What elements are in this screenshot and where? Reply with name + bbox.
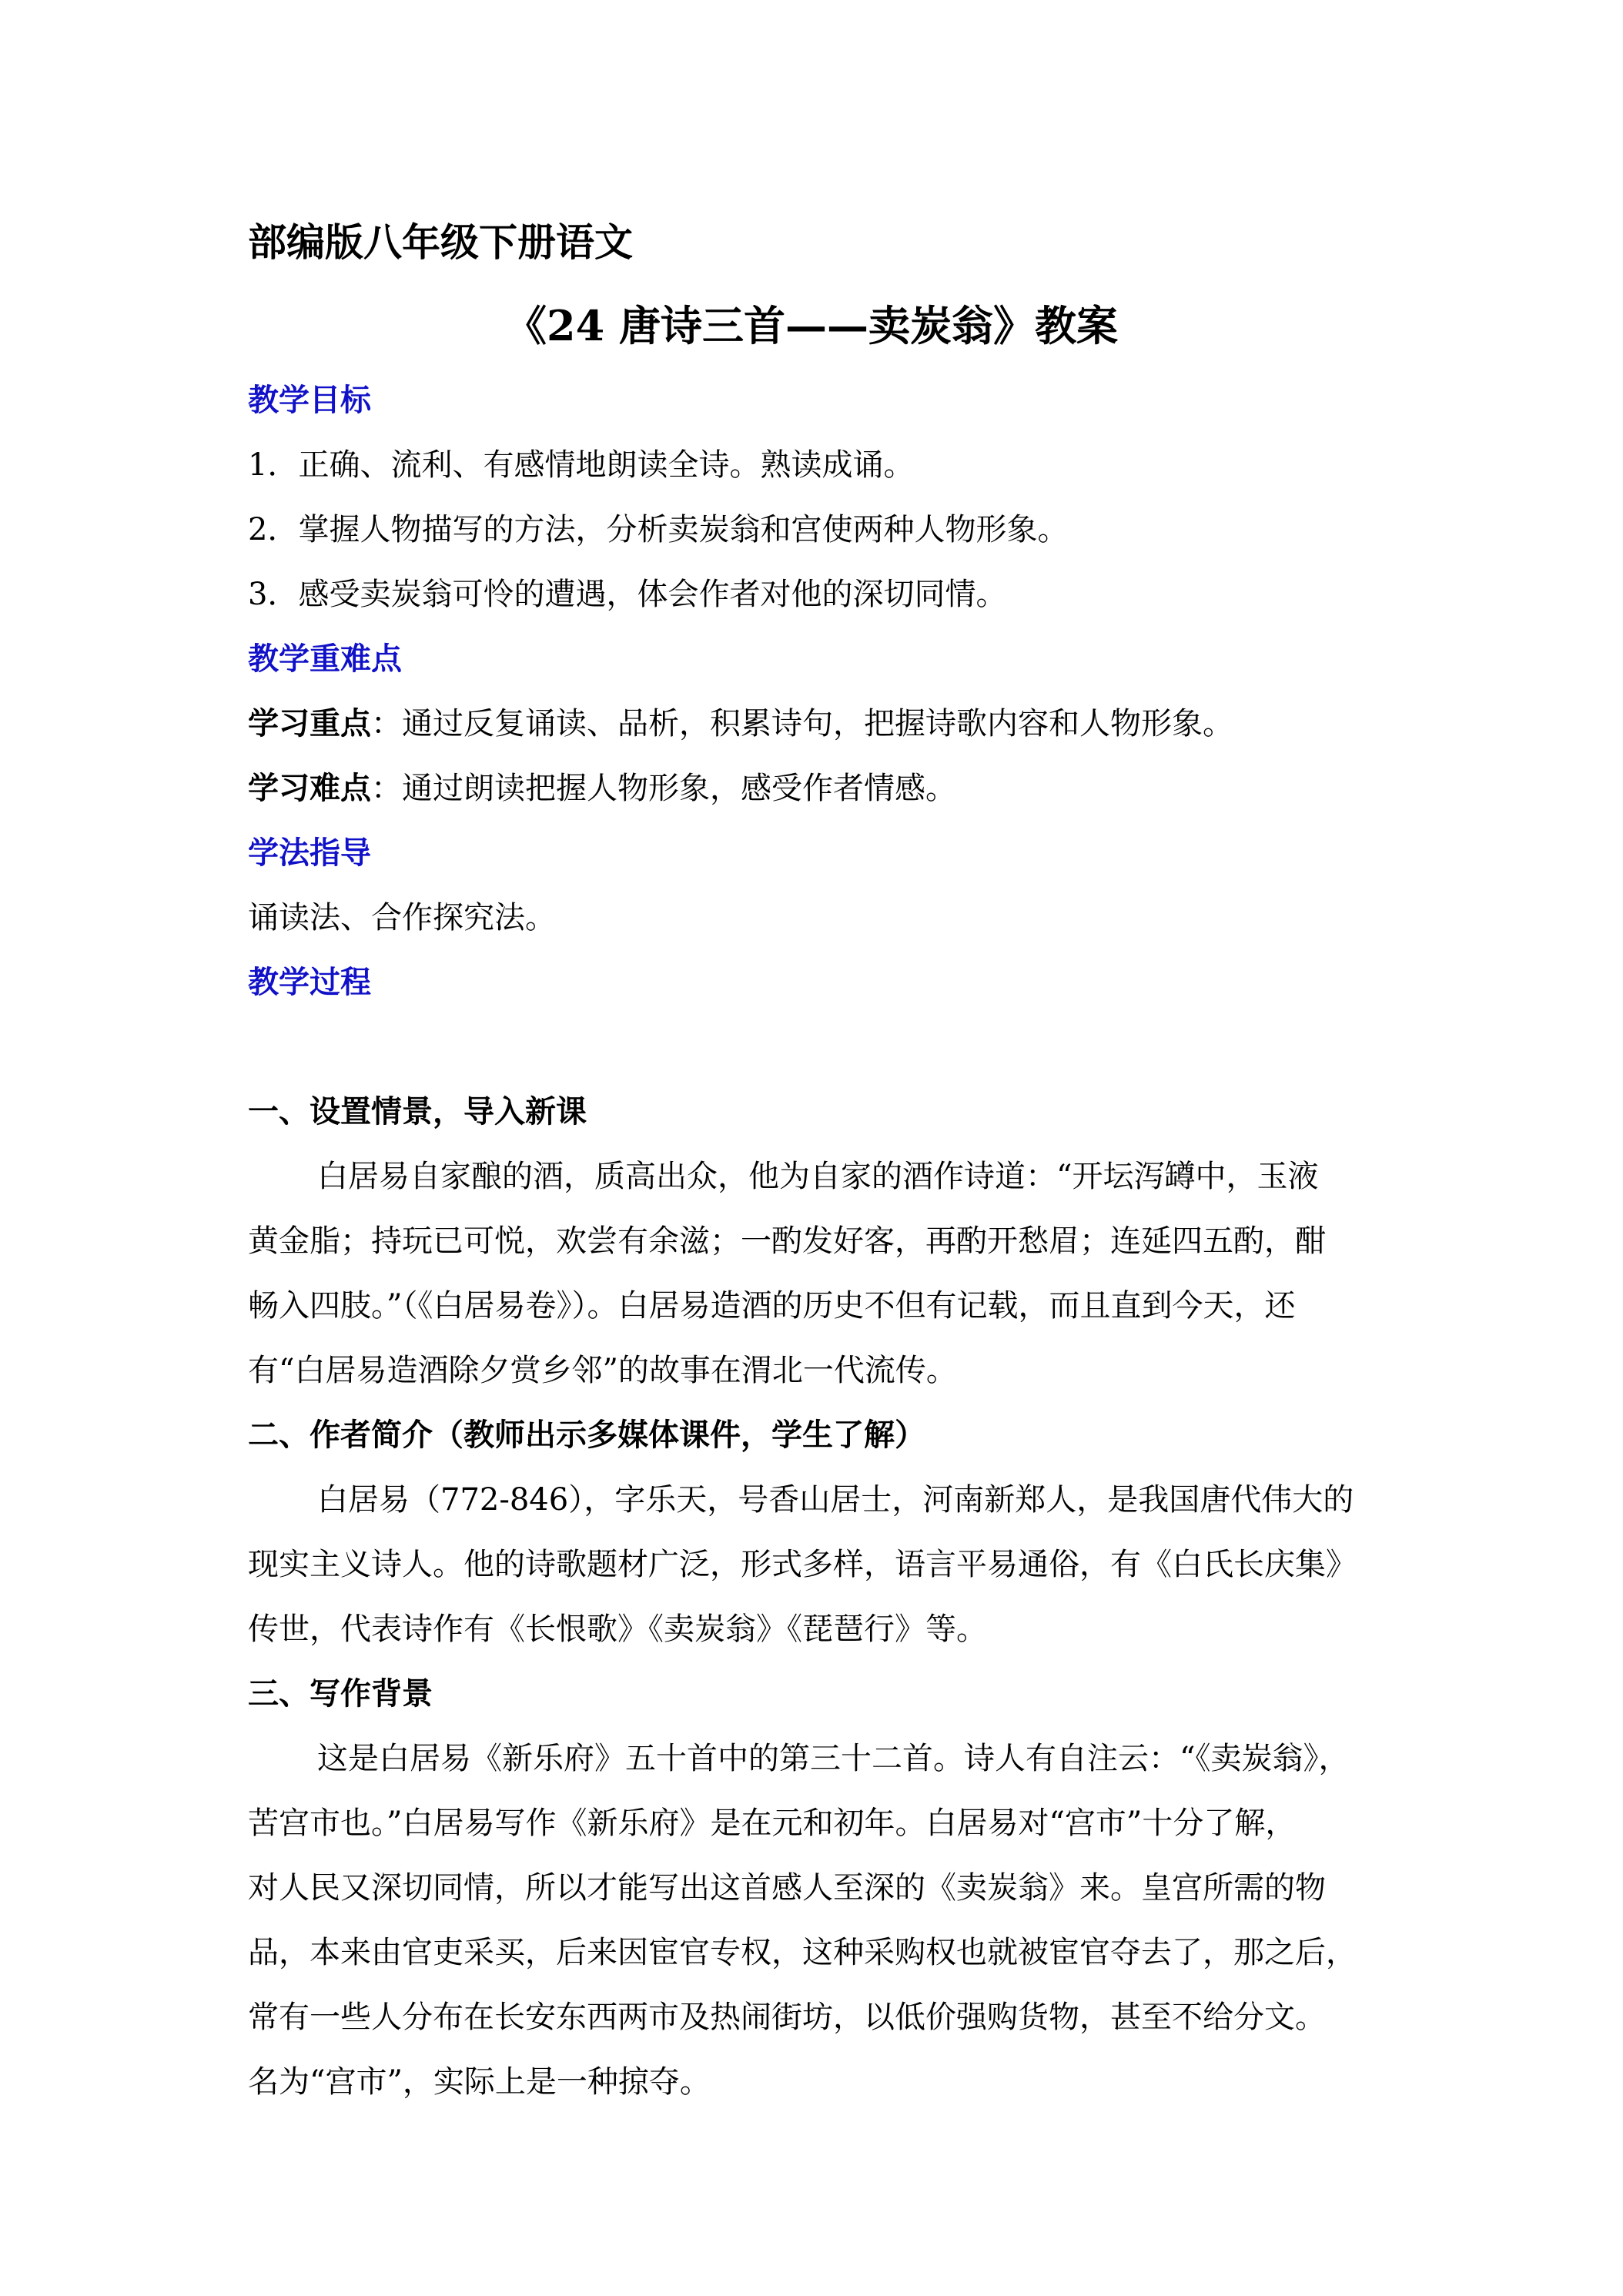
section3-paragraph-line: 这是白居易《新乐府》五十首中的第三十二首。诗人有自注云：“《卖炭翁》，: [317, 1741, 1350, 1776]
section2-heading: 二、作者简介（教师出示多媒体课件，学生了解）: [248, 1417, 925, 1453]
section3-heading: 三、写作背景: [248, 1675, 433, 1712]
goals-heading: 教学目标: [248, 382, 371, 418]
section3-paragraph-line: 苦宫市也。”白居易写作《新乐府》是在元和初年。白居易对“宫市”十分了解，: [248, 1806, 1297, 1841]
method-heading: 学法指导: [248, 835, 371, 871]
goal-item: 1．正确、流利、有感情地朗读全诗。熟读成诵。: [248, 447, 915, 483]
section3-paragraph-line: 名为“宫市”，实际上是一种掠夺。: [248, 2064, 711, 2100]
section2-paragraph-line: 白居易（772-846），字乐天，号香山居士，河南新郑人，是我国唐代伟大的: [317, 1482, 1354, 1518]
document-title: 《24 唐诗三首——卖炭翁》教案: [505, 301, 1118, 350]
key-point-text: ：通过反复诵读、品析，积累诗句，把握诗歌内容和人物形象。: [371, 706, 1233, 741]
hard-point-text: ：通过朗读把握人物形象，感受作者情感。: [371, 771, 956, 806]
section3-paragraph-line: 常有一些人分布在长安东西两市及热闹街坊，以低价强购货物，甚至不给分文。: [248, 2000, 1326, 2035]
section3-paragraph-line: 对人民又深切同情，所以才能写出这首感人至深的《卖炭翁》来。皇宫所需的物: [248, 1870, 1326, 1906]
section1-paragraph-line: 畅入四肢。”（《白居易卷》）。白居易造酒的历史不但有记载，而且直到今天，还: [248, 1288, 1296, 1324]
key-point-label: 学习重点: [248, 705, 371, 741]
hard-point-label: 学习难点: [248, 770, 371, 806]
section2-paragraph-line: 传世，代表诗作有《长恨歌》《卖炭翁》《琵琶行》等。: [248, 1612, 987, 1647]
hard-point-line: [248, 767, 1387, 810]
section1-paragraph-line: 白居易自家酿的酒，质高出众，他为自家的酒作诗道：“开坛泻罇中，玉液: [317, 1159, 1319, 1194]
section3-paragraph-line: 品，本来由官吏采买，后来因宦官专权，这种采购权也就被宦官夺去了，那之后，: [248, 1935, 1357, 1970]
process-heading: 教学过程: [248, 964, 371, 1000]
section2-paragraph-line: 现实主义诗人。他的诗歌题材广泛，形式多样，语言平易通俗，有《白氏长庆集》: [248, 1547, 1357, 1582]
difficulties-heading: 教学重难点: [248, 641, 402, 677]
method-text: 诵读法、合作探究法。: [248, 900, 556, 935]
goal-item: 3．感受卖炭翁可怜的遭遇，体会作者对他的深切同情。: [248, 577, 1007, 612]
goal-item: 2．掌握人物描写的方法，分析卖炭翁和宫使两种人物形象。: [248, 512, 1069, 547]
section1-heading: 一、设置情景，导入新课: [248, 1093, 587, 1130]
document-subtitle: 部编版八年级下册语文: [248, 219, 633, 265]
section1-paragraph-line: 黄金脂；持玩已可悦，欢尝有余滋；一酌发好客，再酌开愁眉；连延四五酌，酣: [248, 1223, 1326, 1259]
key-point-line: [248, 702, 1387, 745]
section1-paragraph-line: 有“白居易造酒除夕赏乡邻”的故事在渭北一代流传。: [248, 1353, 957, 1388]
